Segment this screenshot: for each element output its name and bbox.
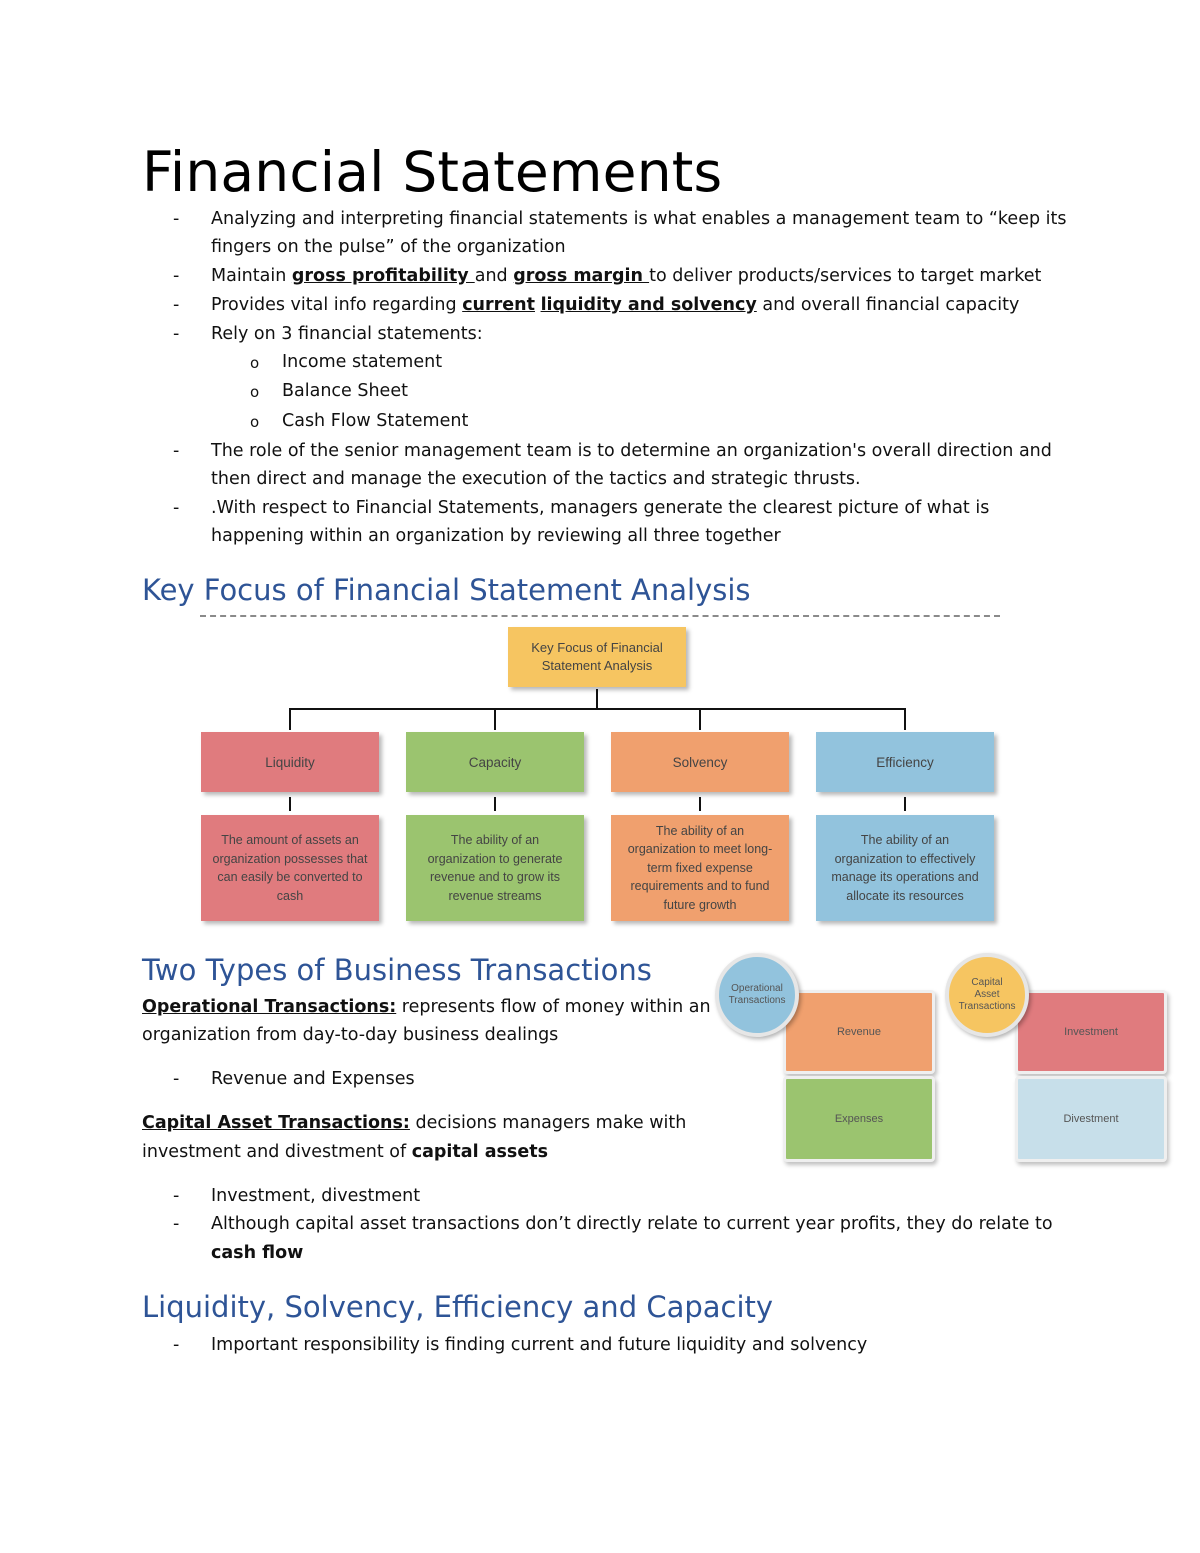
bullet-marker: - <box>173 1214 180 1234</box>
bullet-text: The role of the senior management team is to determine an organization's overall direction and <box>211 441 1052 461</box>
connector-line <box>699 708 701 730</box>
label-capital-asset-transactions: Capital Asset Transactions: <box>142 1113 410 1133</box>
term-liquidity-solvency: liquidity and solvency <box>540 295 757 315</box>
diagram-root-box: Key Focus of Financial Statement Analysis <box>508 627 686 687</box>
connector-line <box>494 708 496 730</box>
bullet-text: Rely on 3 financial statements: <box>211 324 483 344</box>
term-gross-margin: gross margin <box>513 266 650 286</box>
bullet-marker: - <box>173 441 180 461</box>
bullet-text: then direct and manage the execution of the tactics and strategic thrusts. <box>211 469 861 489</box>
page-title: Financial Statements <box>142 140 723 204</box>
sub-bullet-text: Balance Sheet <box>282 381 408 401</box>
paragraph-operational: Operational Transactions: represents flow of money within an <box>142 997 711 1017</box>
connector-line <box>289 708 906 710</box>
diagram-circle-capital-asset: Capital Asset Transactions <box>945 953 1029 1037</box>
bullet-text: Provides vital info regarding current liquidity and solvency and overall financial capacity <box>211 295 1020 315</box>
bullet-marker: - <box>173 1069 180 1089</box>
description-box-efficiency: The ability of an organization to effectively manage its operations and allocate its resources <box>816 815 994 921</box>
sub-bullet-marker: o <box>250 413 260 431</box>
section-heading-key-focus: Key Focus of Financial Statement Analysis <box>142 573 751 607</box>
bullet-text: .With respect to Financial Statements, managers generate the clearest picture of what is <box>211 498 990 518</box>
section-heading-liquidity: Liquidity, Solvency, Efficiency and Capacity <box>142 1290 774 1324</box>
bullet-text: fingers on the pulse” of the organization <box>211 237 566 257</box>
connector-line <box>289 797 291 811</box>
sub-bullet-marker: o <box>250 354 260 372</box>
paragraph-operational: organization from day-to-day business dealings <box>142 1025 559 1045</box>
category-box-capacity: Capacity <box>406 732 584 792</box>
bullet-marker: - <box>173 498 180 518</box>
diagram-box-expenses: Expenses <box>783 1076 935 1162</box>
connector-line <box>494 797 496 811</box>
term-gross-profitability: gross profitability <box>291 266 475 286</box>
bullet-marker: - <box>173 324 180 344</box>
diagram-box-revenue: Revenue <box>783 990 935 1074</box>
sub-bullet-text: Cash Flow Statement <box>282 411 469 431</box>
section-heading-two-types: Two Types of Business Transactions <box>142 953 652 987</box>
bullet-text: Maintain gross profitability and gross margin to deliver products/services to target market <box>211 266 1042 286</box>
sub-bullet-text: Income statement <box>282 352 443 372</box>
description-box-capacity: The ability of an organization to generate revenue and to grow its revenue streams <box>406 815 584 921</box>
diagram-box-divestment: Divestment <box>1015 1076 1167 1162</box>
category-box-solvency: Solvency <box>611 732 789 792</box>
connector-line <box>289 708 291 730</box>
connector-line <box>904 797 906 811</box>
bullet-text: Investment, divestment <box>211 1186 421 1206</box>
bullet-text: Although capital asset transactions don’t directly relate to current year profits, they do relate to <box>211 1214 1053 1234</box>
connector-line <box>699 797 701 811</box>
bullet-text: cash flow <box>211 1243 304 1263</box>
bullet-text: happening within an organization by reviewing all three together <box>211 526 781 546</box>
bullet-marker: - <box>173 209 180 229</box>
bullet-text: Important responsibility is finding current and future liquidity and solvency <box>211 1335 868 1355</box>
diagram-circle-operational: Operational Transactions <box>715 953 799 1037</box>
bullet-marker: - <box>173 266 180 286</box>
description-box-solvency: The ability of an organization to meet long-term fixed expense requirements and to fund future growth <box>611 815 789 921</box>
diagram-box-investment: Investment <box>1015 990 1167 1074</box>
paragraph-capital: investment and divestment of capital assets <box>142 1142 548 1162</box>
bullet-marker: - <box>173 1186 180 1206</box>
paragraph-capital: Capital Asset Transactions: decisions managers make with <box>142 1113 687 1133</box>
bullet-text: Revenue and Expenses <box>211 1069 415 1089</box>
category-box-efficiency: Efficiency <box>816 732 994 792</box>
sub-bullet-marker: o <box>250 383 260 401</box>
description-box-liquidity: The amount of assets an organization possesses that can easily be converted to cash <box>201 815 379 921</box>
connector-line <box>904 708 906 730</box>
bullet-text: Analyzing and interpreting financial statements is what enables a management team to “keep its <box>211 209 1067 229</box>
bullet-marker: - <box>173 295 180 315</box>
category-box-liquidity: Liquidity <box>201 732 379 792</box>
label-operational-transactions: Operational Transactions: <box>142 997 397 1017</box>
bullet-marker: - <box>173 1335 180 1355</box>
connector-line <box>596 689 598 709</box>
dashed-divider <box>200 615 1000 617</box>
term-current: current <box>462 295 535 315</box>
